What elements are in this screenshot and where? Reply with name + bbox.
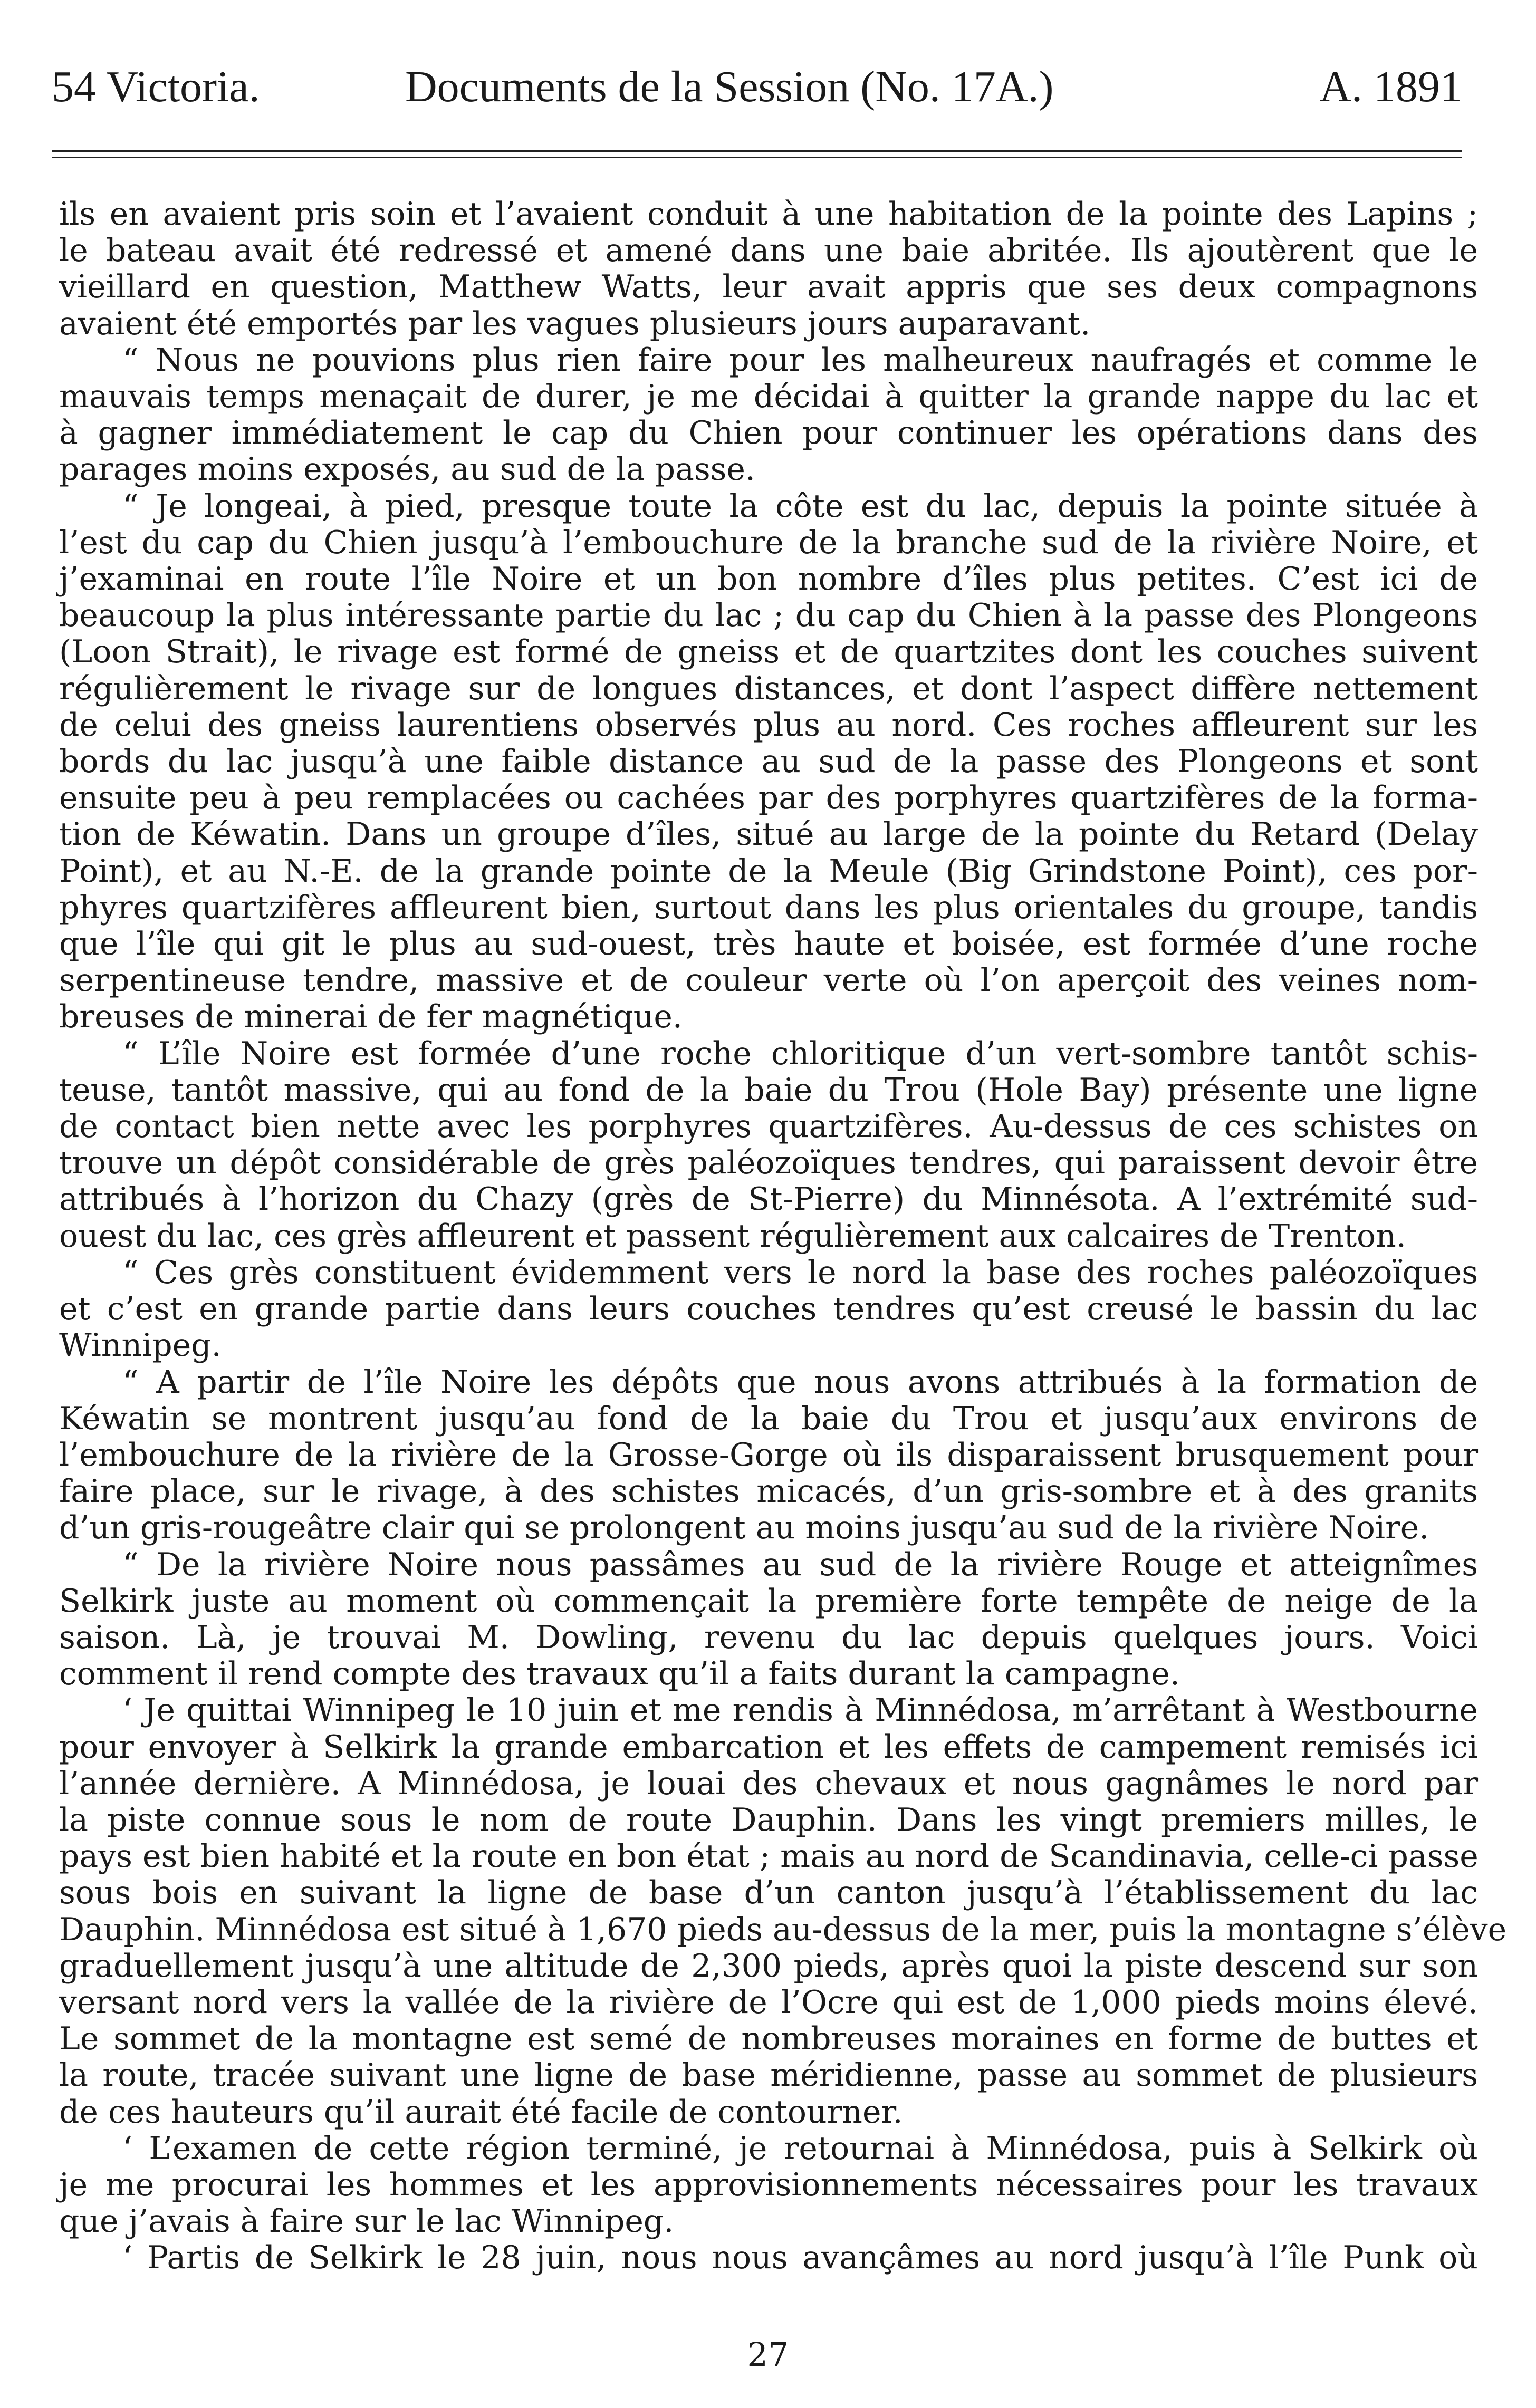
text-line: que j’avais à faire sur le lac Winnipeg.	[59, 2203, 674, 2240]
text-line: “ Je longeai, à pied, presque toute la côte est du lac, depuis la pointe située à	[122, 487, 1478, 525]
text-line: la piste connue sous le nom de route Dauphin. Dans les vingt premiers milles, le	[59, 1801, 1478, 1838]
text-line: j’examinai en route l’île Noire et un bon nombre d’îles plus petites. C’est ici de	[59, 561, 1478, 598]
text-line: ‘ Je quittai Winnipeg le 10 juin et me rendis à Minnédosa, m’arrêtant à Westbourne	[122, 1692, 1478, 1729]
text-line: beaucoup la plus intéressante partie du lac ; du cap du Chien à la passe des Plongeons	[59, 597, 1478, 634]
text-line: que l’île qui git le plus au sud-ouest, très haute et boisée, est formée d’une roche	[59, 926, 1478, 963]
text-line: Selkirk juste au moment où commençait la première forte tempête de neige de la	[59, 1582, 1478, 1620]
text-line: “ A partir de l’île Noire les dépôts que nous avons attribués à la formation de	[122, 1363, 1478, 1401]
header-rule-bottom	[52, 157, 1462, 158]
text-line: “ De la rivière Noire nous passâmes au sud de la rivière Rouge et atteignîmes	[122, 1546, 1478, 1583]
text-line: l’année dernière. A Minnédosa, je louai des chevaux et nous gagnâmes le nord par	[59, 1765, 1478, 1802]
text-line: de contact bien nette avec les porphyres quartzifères. Au-dessus de ces schistes on	[59, 1108, 1478, 1145]
text-line: faire place, sur le rivage, à des schistes micacés, d’un gris-sombre et à des granits	[59, 1473, 1478, 1510]
text-line: ils en avaient pris soin et l’avaient conduit à une habitation de la pointe des Lapins ;	[59, 196, 1478, 233]
text-line: ensuite peu à peu remplacées ou cachées par des porphyres quartzifères de la forma-	[59, 779, 1478, 817]
text-line: et c’est en grande partie dans leurs couches tendres qu’est creusé le bassin du lac	[59, 1290, 1478, 1328]
text-line: “ L’île Noire est formée d’une roche chloritique d’un vert-sombre tantôt schis-	[122, 1035, 1478, 1072]
text-line: Le sommet de la montagne est semé de nombreuses moraines en forme de buttes et	[59, 2020, 1478, 2058]
page-number: 27	[747, 2335, 789, 2374]
text-line: l’embouchure de la rivière de la Grosse-Gorge où ils disparaissent brusquement pour	[59, 1436, 1478, 1473]
text-line: avaient été emportés par les vagues plusieurs jours auparavant.	[59, 305, 1091, 342]
text-line: “ Ces grès constituent évidemment vers le nord la base des roches paléozoïques	[122, 1254, 1478, 1291]
text-line: Point), et au N.-E. de la grande pointe de la Meule (Big Grindstone Point), ces por-	[59, 852, 1478, 890]
header-rule-top	[52, 150, 1462, 152]
text-line: je me procurai les hommes et les approvisionnements nécessaires pour les travaux	[59, 2166, 1478, 2203]
header-right: A. 1891	[1319, 62, 1462, 111]
text-line: mauvais temps menaçait de durer, je me décidai à quitter la grande nappe du lac et	[59, 378, 1478, 416]
text-line: bords du lac jusqu’à une faible distance au sud de la passe des Plongeons et sont	[59, 743, 1478, 781]
text-line: de ces hauteurs qu’il aurait été facile de contourner.	[59, 2093, 903, 2131]
text-line: phyres quartzifères affleurent bien, surtout dans les plus orientales du groupe, tandis	[59, 889, 1478, 926]
text-line: sous bois en suivant la ligne de base d’un canton jusqu’à l’établissement du lac	[59, 1874, 1478, 1912]
header-left: 54 Victoria.	[52, 62, 260, 111]
text-line: (Loon Strait), le rivage est formé de gneiss et de quartzites dont les couches suivent	[59, 633, 1478, 671]
text-line: serpentineuse tendre, massive et de couleur verte où l’on aperçoit des veines nom-	[59, 962, 1478, 999]
text-line: teuse, tantôt massive, qui au fond de la baie du Trou (Hole Bay) présente une ligne	[59, 1071, 1478, 1109]
text-line: Winnipeg.	[59, 1327, 222, 1364]
body-text	[59, 196, 1507, 2277]
text-line: pays est bien habité et la route en bon état ; mais au nord de Scandinavia, celle-ci passe	[59, 1838, 1479, 1875]
text-line: parages moins exposés, au sud de la passe.	[59, 451, 755, 488]
text-line: Dauphin. Minnédosa est situé à 1,670 pieds au-dessus de la mer, puis la montagne s’élève	[59, 1911, 1507, 1948]
text-line: trouve un dépôt considérable de grès paléozoïques tendres, qui paraissent devoir être	[59, 1144, 1478, 1182]
text-line: d’un gris-rougeâtre clair qui se prolongent au moins jusqu’au sud de la rivière Noire.	[59, 1509, 1429, 1547]
header-center: Documents de la Session (No. 17A.)	[405, 62, 1054, 111]
text-line: la route, tracée suivant une ligne de base méridienne, passe au sommet de plusieurs	[59, 2057, 1478, 2094]
text-line: ‘ L’examen de cette région terminé, je retournai à Minnédosa, puis à Selkirk où	[122, 2130, 1478, 2167]
text-line: breuses de minerai de fer magnétique.	[59, 998, 683, 1036]
running-header	[52, 58, 1462, 116]
text-line: versant nord vers la vallée de la rivière de l’Ocre qui est de 1,000 pieds moins élevé.	[59, 1983, 1478, 2021]
text-line: attribués à l’horizon du Chazy (grès de St-Pierre) du Minnésota. A l’extrémité sud-	[59, 1181, 1478, 1218]
text-line: saison. Là, je trouvai M. Dowling, revenu du lac depuis quelques jours. Voici	[59, 1619, 1478, 1656]
text-line: pour envoyer à Selkirk la grande embarcation et les effets de campement remisés ici	[59, 1728, 1478, 1766]
text-line: à gagner immédiatement le cap du Chien pour continuer les opérations dans des	[59, 415, 1478, 452]
text-line: Kéwatin se montrent jusqu’au fond de la baie du Trou et jusqu’aux environs de	[59, 1400, 1478, 1437]
text-line: l’est du cap du Chien jusqu’à l’embouchure de la branche sud de la rivière Noire, et	[59, 524, 1478, 561]
text-line: le bateau avait été redressé et amené dans une baie abritée. Ils ajoutèrent que le	[59, 232, 1478, 269]
text-line: vieillard en question, Matthew Watts, leur avait appris que ses deux compagnons	[59, 268, 1478, 306]
text-line: de celui des gneiss laurentiens observés plus au nord. Ces roches affleurent sur les	[59, 706, 1478, 744]
text-line: comment il rend compte des travaux qu’il a faits durant la campagne.	[59, 1655, 1180, 1693]
text-line: régulièrement le rivage sur de longues distances, et dont l’aspect diffère nettement	[59, 670, 1478, 707]
text-line: ouest du lac, ces grès affleurent et passent régulièrement aux calcaires de Trenton.	[59, 1217, 1406, 1255]
text-line: ‘ Partis de Selkirk le 28 juin, nous nous avançâmes au nord jusqu’à l’île Punk où	[122, 2239, 1478, 2277]
text-line: “ Nous ne pouvions plus rien faire pour les malheureux naufragés et comme le	[122, 341, 1478, 379]
text-line: tion de Kéwatin. Dans un groupe d’îles, situé au large de la pointe du Retard (Delay	[59, 816, 1478, 853]
text-line: graduellement jusqu’à une altitude de 2,300 pieds, après quoi la piste descend sur son	[59, 1947, 1478, 1985]
